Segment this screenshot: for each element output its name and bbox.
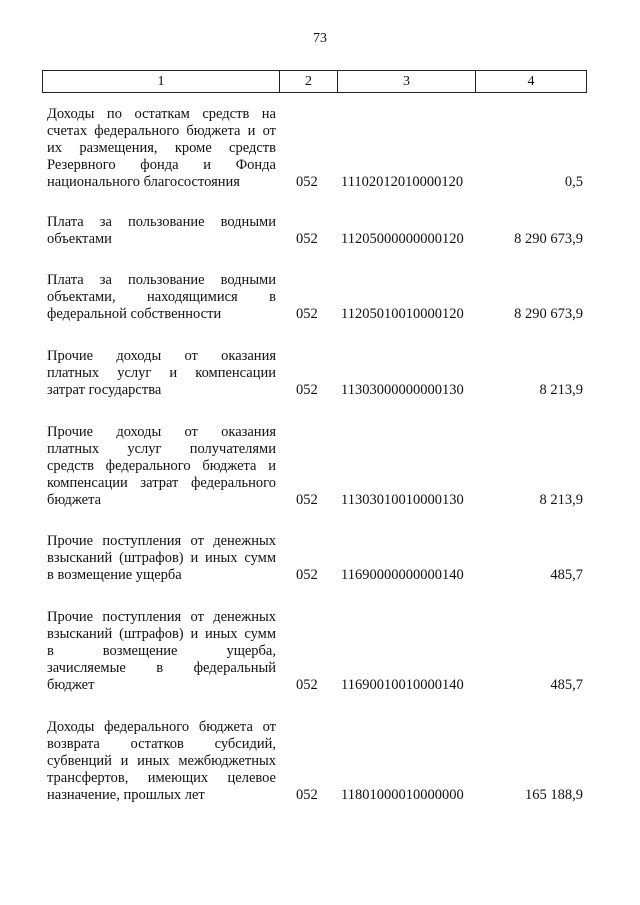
description-line: национального благосостояния: [47, 174, 240, 190]
admin-code: 052: [296, 567, 318, 583]
description-line: затрат государства: [47, 382, 162, 398]
row-description: [47, 348, 276, 399]
amount: 8 290 673,9: [514, 231, 583, 247]
admin-code: 052: [296, 677, 318, 693]
description-line: их размещения, кроме средств: [47, 140, 276, 156]
description-line: Плата за пользование водными: [47, 272, 276, 288]
budget-class-code: 11205000000000120: [341, 231, 464, 247]
description-line: счетах федерального бюджета и от: [47, 123, 276, 139]
page-number: 73: [313, 31, 327, 46]
row-description: [47, 609, 276, 694]
amount: 8 290 673,9: [514, 306, 583, 322]
description-line: Резервного фонда и Фонда: [47, 157, 276, 173]
budget-class-code: 11303010010000130: [341, 492, 464, 508]
admin-code: 052: [296, 306, 318, 322]
description-line: трансфертов, имеющих целевое: [47, 770, 276, 786]
description-line: Доходы по остаткам средств на: [47, 106, 276, 122]
table-header: [42, 70, 587, 93]
description-line: назначение, прошлых лет: [47, 787, 205, 803]
description-line: объектами, находящимися в: [47, 289, 276, 305]
admin-code: 052: [296, 787, 318, 803]
description-line: зачисляемые в федеральный: [47, 660, 276, 676]
budget-class-code: 11801000010000000: [341, 787, 464, 803]
admin-code: 052: [296, 231, 318, 247]
description-line: федеральной собственности: [47, 306, 222, 322]
description-line: Прочие поступления от денежных: [47, 533, 276, 549]
description-line: в возмещение ущерба: [47, 567, 182, 583]
header-col-4: 4: [476, 71, 587, 93]
header-col-3: 3: [338, 71, 476, 93]
budget-class-code: 11690010010000140: [341, 677, 464, 693]
budget-class-code: 11303000000000130: [341, 382, 464, 398]
description-line: платных услуг получателями: [47, 441, 276, 457]
description-line: Доходы федерального бюджета от: [47, 719, 276, 735]
description-line: средств федерального бюджета и: [47, 458, 276, 474]
amount: 8 213,9: [539, 382, 583, 398]
row-description: [47, 272, 276, 323]
header-col-1: 1: [43, 71, 280, 93]
description-line: Прочие доходы от оказания: [47, 348, 276, 364]
description-line: бюджет: [47, 677, 95, 693]
row-description: [47, 214, 276, 248]
description-line: Прочие поступления от денежных: [47, 609, 276, 625]
amount: 0,5: [564, 174, 583, 190]
row-description: [47, 106, 276, 191]
row-description: [47, 424, 276, 509]
amount: 485,7: [550, 567, 583, 583]
description-line: бюджета: [47, 492, 102, 508]
admin-code: 052: [296, 382, 318, 398]
admin-code: 052: [296, 174, 318, 190]
budget-class-code: 11102012010000120: [341, 174, 464, 190]
budget-class-code: 11205010010000120: [341, 306, 464, 322]
description-line: Плата за пользование водными: [47, 214, 276, 230]
amount: 485,7: [550, 677, 583, 693]
description-line: компенсации затрат федерального: [47, 475, 276, 491]
amount: 165 188,9: [525, 787, 583, 803]
description-line: взысканий (штрафов) и иных сумм: [47, 626, 276, 642]
description-line: Прочие доходы от оказания: [47, 424, 276, 440]
amount: 8 213,9: [539, 492, 583, 508]
row-description: [47, 533, 276, 584]
description-line: в возмещение ущерба,: [47, 643, 276, 659]
admin-code: 052: [296, 492, 318, 508]
budget-class-code: 11690000000000140: [341, 567, 464, 583]
description-line: субвенций и иных межбюджетных: [47, 753, 276, 769]
description-line: взысканий (штрафов) и иных сумм: [47, 550, 276, 566]
row-description: [47, 719, 276, 804]
description-line: объектами: [47, 231, 112, 247]
header-col-2: 2: [280, 71, 338, 93]
description-line: платных услуг и компенсации: [47, 365, 276, 381]
description-line: возврата остатков субсидий,: [47, 736, 276, 752]
